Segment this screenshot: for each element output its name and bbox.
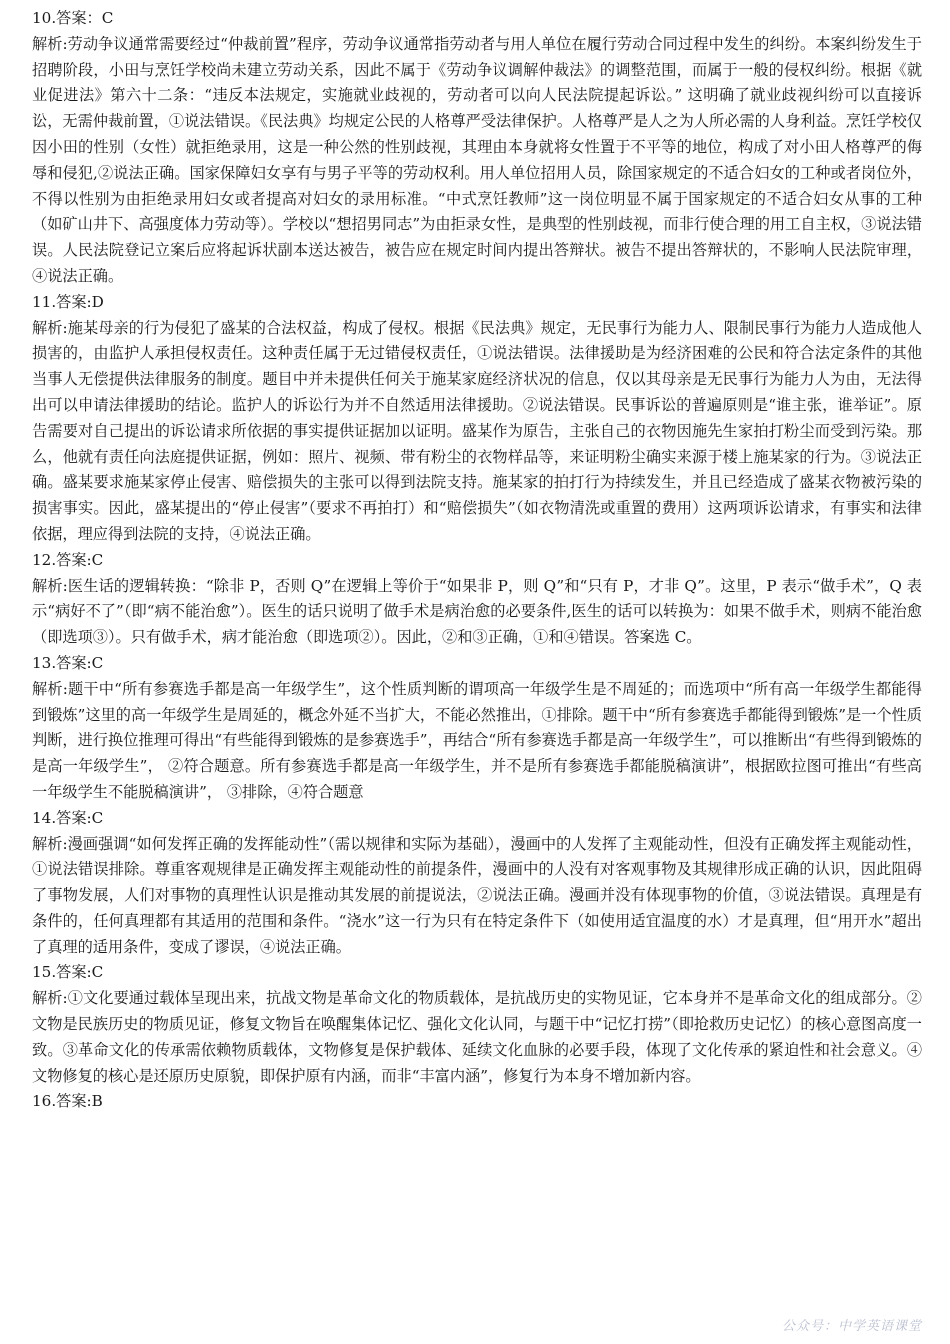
answer-heading-10: 10.答案：C bbox=[32, 9, 114, 27]
answer-heading-14: 14.答案:C bbox=[32, 808, 104, 827]
analysis-11: 解析:施某母亲的行为侵犯了盛某的合法权益，构成了侵权。根据《民法典》规定，无民事行为能力人、限制民事行为能力人造成他人损害的，由监护人承担侵权责任。这种责任属于无过错侵权责任，①说法错误。法律援助是为经济困难的公民和符合法定条件的其他当事人无偿提供法律服务的制度。题目中并未提供任何关于施某家庭经济状况的信息，仅以其母亲是无民事行为能力人为由，无法得出可以申请法律援助的结论。监护人的诉讼行为并不自然适用法律援助。②说法错误。民事诉讼的普遍原则是“谁主张，谁举证”。原告需要对自己提出的诉讼请求所依据的事实提供证据加以证明。盛某作为原告，主张自己的衣物因施先生家拍打粉尘而受到污染。那么，他就有责任向法庭提供证据，例如：照片、视频、带有粉尘的衣物样品等，来证明粉尘确实来源于楼上施某家的行为。③说法正确。盛某要求施某家停止侵害、赔偿损失的主张可以得到法院支持。施某家的拍打行为持续发生，并且已经造成了盛某衣物被污染的损害事实。因此，盛某提出的“停止侵害”（要求不再拍打）和“赔偿损失”（如衣物清洗或重置的费用）这两项诉讼请求，有事实和法律依据，理应得到法院的支持，④说法正确。 bbox=[32, 318, 922, 543]
answer-document bbox=[32, 6, 922, 1115]
answer-heading-13: 13.答案:C bbox=[32, 653, 104, 672]
answer-heading-16: 16.答案:B bbox=[32, 1092, 103, 1111]
analysis-10: 解析:劳动争议通常需要经过“仲裁前置”程序，劳动争议通常指劳动者与用人单位在履行劳动合同过程中发生的纠纷。本案纠纷发生于招聘阶段，小田与烹饪学校尚未建立劳动关系，因此不属于《劳动争议调解仲裁法》的调整范围，而属于一般的侵权纠纷。根据《就业促进法》第六十二条：“违反本法规定，实施就业歧视的，劳动者可以向人民法院提起诉讼。” 这明确了就业歧视纠纷可以直接诉讼，无需仲裁前置，①说法错误。《民法典》均规定公民的人格尊严受法律保护。人格尊严是人之为人所必需的人身利益。烹饪学校仅因小田的性别（女性）就拒绝录用，这是一种公然的性别歧视，其理由本身就将女性置于不平等的地位，构成了对小田人格尊严的侮辱和侵犯,②说法正确。国家保障妇女享有与男子平等的劳动权利。用人单位招用人员，除国家规定的不适合妇女的工种或者岗位外，不得以性别为由拒绝录用妇女或者提高对妇女的录用标准。“中式烹饪教师”这一岗位明显不属于国家规定的不适合妇女从事的工种（如矿山井下、高强度体力劳动等）。学校以“想招男同志”为由拒录女性，是典型的性别歧视，而非行使合理的用工自主权，③说法错误。人民法院登记立案后应将起诉状副本送达被告，被告应在规定时间内提出答辩状。被告不提出答辩状的，不影响人民法院审理，④说法正确。 bbox=[32, 34, 922, 285]
analysis-13: 解析:题干中“所有参赛选手都是高一年级学生”，这个性质判断的谓项高一年级学生是不周延的；而选项中“所有高一年级学生都能得到锻炼”这里的高一年级学生是周延的，概念外延不当扩大，不能必然推出，①排除。题干中“所有参赛选手都能得到锻炼”是一个性质判断，进行换位推理可得出“有些能得到锻炼的是参赛选手”，再结合“所有参赛选手都是高一年级学生”，可以推断出“有些得到锻炼的是高一年级学生”， ②符合题意。所有参赛选手都是高一年级学生，并不是所有参赛选手都能脱稿演讲”，根据欧拉图可推出“有些高一年级学生不能脱稿演讲”， ③排除，④符合题意 bbox=[32, 679, 922, 801]
watermark: 公众号：中学英语课堂 bbox=[781, 1319, 922, 1334]
answer-heading-12: 12.答案:C bbox=[32, 550, 104, 569]
analysis-15: 解析:①文化要通过载体呈现出来，抗战文物是革命文化的物质载体，是抗战历史的实物见证，它本身并不是革命文化的组成部分。②文物是民族历史的物质见证，修复文物旨在唤醒集体记忆、强化文化认同，与题干中“记忆打捞”（即抢救历史记忆）的核心意图高度一致。③革命文化的传承需依赖物质载体，文物修复是保护载体、延续文化血脉的必要手段，体现了文化传承的紧迫性和社会意义。④文物修复的核心是还原历史原貌，即保护原有内涵，而非“丰富内涵”，修复行为本身不增加新内容。 bbox=[32, 989, 922, 1085]
analysis-14: 解析:漫画强调“如何发挥正确的发挥能动性”（需以规律和实际为基础），漫画中的人发挥了主观能动性，但没有正确发挥主观能动性，①说法错误排除。尊重客观规律是正确发挥主观能动性的前提条件，漫画中的人没有对客观事物及其规律形成正确的认识，因此阻碍了事物发展，人们对事物的真理性认识是推动其发展的前提说法，②说法正确。漫画并没有体现事物的价值，③说法错误。真理是有条件的，任何真理都有其适用的范围和条件。“浇水”这一行为只有在特定条件下（如使用适宜温度的水）才是真理，但“用开水”超出了真理的适用条件，变成了谬误，④说法正确。 bbox=[32, 834, 922, 956]
answer-heading-11: 11.答案:D bbox=[32, 292, 104, 311]
answer-heading-15: 15.答案:C bbox=[32, 963, 104, 982]
analysis-12: 解析:医生话的逻辑转换：“除非 P，否则 Q”在逻辑上等价于“如果非 P，则 Q”和“只有 P，才非 Q”。这里，P 表示“做手术”，Q 表示“病好不了”（即“病不能治愈”）。医生的话只说明了做手术是病治愈的必要条件,医生的话可以转换为：如果不做手术，则病不能治愈（即选项③）。只有做手术，病才能治愈（即选项②）。因此，②和③正确，①和④错误。答案选 C。 bbox=[32, 576, 922, 647]
